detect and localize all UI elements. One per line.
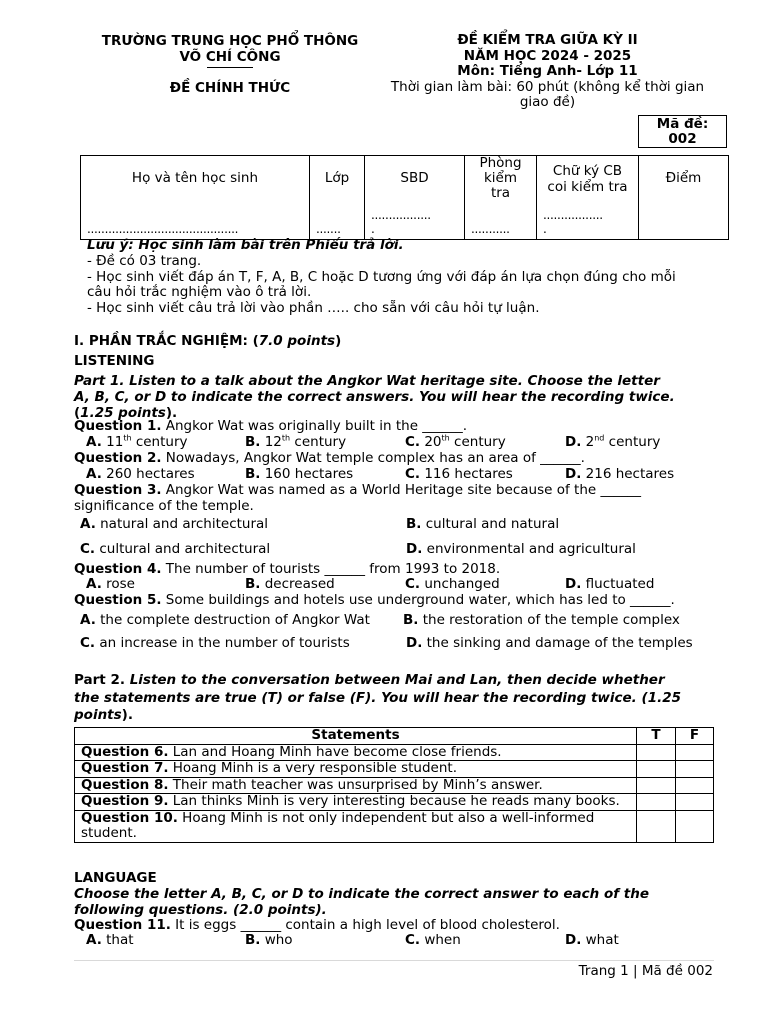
option-letter: B. bbox=[406, 516, 422, 532]
footer-divider bbox=[74, 960, 714, 961]
option-sup: nd bbox=[594, 433, 605, 443]
true-answer-cell[interactable] bbox=[637, 744, 676, 761]
language-instr-b: following questions. (2.0 points). bbox=[74, 902, 327, 918]
question-label: Question 11. bbox=[74, 917, 171, 933]
option-letter: B. bbox=[245, 434, 261, 450]
language-instr-a: Choose the letter A, B, C, or D to indicate the correct answer to each of the bbox=[74, 886, 650, 902]
signature-label-2: coi kiểm tra bbox=[547, 179, 628, 195]
option-text: decreased bbox=[260, 576, 335, 592]
option-letter: C. bbox=[405, 466, 421, 482]
q4-option-b[interactable] bbox=[245, 577, 335, 593]
exam-subject: Môn: Tiếng Anh- Lớp 11 bbox=[457, 63, 638, 79]
statement-text: Hoang Minh is a very responsible student. bbox=[168, 760, 458, 776]
exam-code-value: 002 bbox=[668, 131, 697, 147]
option-text: century bbox=[449, 434, 506, 450]
statement-label: Question 6. bbox=[81, 743, 169, 760]
sbd-dots: ................. . bbox=[371, 208, 431, 236]
option-text: century bbox=[131, 434, 188, 450]
student-name-dots: ........................................... bbox=[87, 221, 239, 236]
option-text: who bbox=[260, 932, 293, 948]
school-line-2: VÕ CHÍ CÔNG bbox=[179, 49, 281, 65]
option-letter: A. bbox=[86, 932, 102, 948]
option-text: an increase in the number of tourists bbox=[95, 635, 350, 651]
statement-cell bbox=[75, 810, 637, 842]
page-footer: Trang 1 | Mã đề 002 bbox=[578, 963, 713, 979]
part-2-instr-a: Listen to the conversation between Mai and Lan, then decide whether bbox=[129, 672, 665, 688]
option-letter: B. bbox=[245, 576, 261, 592]
part-1-instr-c1: ( bbox=[74, 405, 81, 421]
option-letter: A. bbox=[80, 516, 96, 532]
statement-text: Their math teacher was unsurprised by Minh’s answer. bbox=[168, 776, 543, 793]
section-1-title-c: ) bbox=[335, 333, 342, 349]
part-1-instr-c3: ). bbox=[165, 405, 178, 421]
school-divider bbox=[207, 67, 253, 68]
exam-year: NĂM HỌC 2024 - 2025 bbox=[463, 47, 632, 64]
q1-option-d[interactable] bbox=[565, 435, 660, 451]
sbd-label: SBD bbox=[400, 170, 429, 186]
q4-option-c[interactable] bbox=[405, 577, 500, 593]
question-text: It is eggs ______ contain a high level of blood cholesterol. bbox=[170, 917, 560, 933]
statement-label: Question 8. bbox=[81, 776, 169, 793]
note-line-2b: câu hỏi trắc nghiệm vào ô trả lời. bbox=[87, 284, 312, 301]
class-cell[interactable] bbox=[310, 156, 365, 240]
q11-option-a[interactable] bbox=[86, 933, 134, 949]
part-2-label: Part 2. bbox=[74, 672, 130, 688]
option-text: the restoration of the temple complex bbox=[418, 612, 680, 628]
question-1 bbox=[74, 419, 724, 435]
option-letter: A. bbox=[86, 434, 102, 450]
exam-code-box bbox=[638, 115, 727, 148]
q1-option-b[interactable] bbox=[245, 435, 346, 451]
part-1-instr-a: Part 1. Listen to a talk about the Angkor Wat heritage site. Choose the letter bbox=[74, 373, 660, 389]
statement-text: Lan thinks Minh is very interesting because he reads many books. bbox=[168, 793, 620, 809]
statement-cell bbox=[75, 794, 637, 811]
table-row bbox=[75, 794, 714, 811]
part-1-points: 1.25 points bbox=[80, 405, 166, 421]
question-label: Question 2. bbox=[74, 450, 162, 466]
question-3 bbox=[74, 483, 724, 514]
option-text: natural and architectural bbox=[95, 516, 269, 532]
option-letter: B. bbox=[245, 466, 261, 482]
option-letter: C. bbox=[80, 635, 96, 651]
note-line-1: - Đề có 03 trang. bbox=[87, 252, 202, 269]
room-label-1: Phòng bbox=[479, 155, 522, 171]
student-name-cell[interactable] bbox=[81, 156, 310, 240]
exam-code-label: Mã đề: bbox=[656, 116, 709, 132]
option-letter: D. bbox=[565, 434, 582, 450]
table-row bbox=[75, 744, 714, 761]
q11-option-c[interactable] bbox=[405, 933, 461, 949]
section-1-title-a: I. PHẦN TRẮC NGHIỆM: ( bbox=[74, 333, 259, 349]
question-2 bbox=[74, 451, 724, 467]
question-text: Angkor Wat was originally built in the ______. bbox=[161, 418, 468, 434]
option-letter: A. bbox=[86, 576, 102, 592]
room-cell[interactable] bbox=[465, 156, 537, 240]
option-text: what bbox=[581, 932, 619, 948]
statement-label: Question 9. bbox=[81, 793, 169, 809]
q5-option-a[interactable] bbox=[80, 613, 370, 629]
false-header: F bbox=[676, 728, 714, 745]
language-instructions bbox=[74, 886, 724, 918]
q3-option-c[interactable] bbox=[80, 542, 270, 558]
school-name bbox=[80, 33, 380, 68]
false-answer-cell[interactable] bbox=[676, 810, 714, 842]
q2-option-b[interactable] bbox=[245, 467, 353, 483]
table-header-row bbox=[75, 728, 714, 745]
false-answer-cell[interactable] bbox=[676, 744, 714, 761]
exam-title: ĐỀ KIỂM TRA GIỮA KỲ II bbox=[457, 32, 638, 48]
statements-header: Statements bbox=[75, 728, 637, 745]
option-sup: th bbox=[281, 433, 291, 443]
score-label: Điểm bbox=[665, 170, 702, 186]
option-text: 20 bbox=[420, 434, 442, 450]
option-letter: D. bbox=[565, 466, 582, 482]
option-text: century bbox=[290, 434, 347, 450]
q4-option-a[interactable] bbox=[86, 577, 135, 593]
option-text: cultural and architectural bbox=[95, 541, 271, 557]
room-label bbox=[465, 156, 536, 201]
question-text: Some buildings and hotels use underground water, which has led to ______. bbox=[161, 592, 675, 608]
option-letter: D. bbox=[565, 932, 582, 948]
section-1-points: 7.0 points bbox=[258, 333, 336, 349]
statement-label: Question 7. bbox=[81, 760, 169, 776]
student-info-table bbox=[80, 155, 729, 240]
q11-option-d[interactable] bbox=[565, 933, 619, 949]
q3-option-b[interactable] bbox=[406, 517, 559, 533]
part-1-instr-b: A, B, C, or D to indicate the correct answers. You will hear the recording twice. bbox=[74, 389, 675, 405]
exam-time-line-1: Thời gian làm bài: 60 phút (không kể thời gian bbox=[390, 78, 705, 95]
option-text: century bbox=[604, 434, 661, 450]
option-text: 12 bbox=[260, 434, 282, 450]
option-text: the sinking and damage of the temples bbox=[422, 635, 693, 651]
question-label: Question 4. bbox=[74, 561, 162, 577]
table-row bbox=[75, 810, 714, 842]
q4-option-d[interactable] bbox=[565, 577, 654, 593]
option-text: rose bbox=[101, 576, 135, 592]
statement-cell bbox=[75, 744, 637, 761]
option-text: fluctuated bbox=[581, 576, 655, 592]
question-label: Question 3. bbox=[74, 482, 162, 498]
option-letter: C. bbox=[405, 576, 421, 592]
signature-label bbox=[537, 156, 638, 195]
listening-heading: LISTENING bbox=[74, 353, 155, 369]
question-5 bbox=[74, 593, 724, 609]
part-2-instr-end: ). bbox=[121, 707, 133, 723]
true-answer-cell[interactable] bbox=[637, 794, 676, 811]
part-2-instructions bbox=[74, 672, 724, 725]
true-header: T bbox=[637, 728, 676, 745]
class-label: Lớp bbox=[324, 170, 350, 186]
q11-option-b[interactable] bbox=[245, 933, 293, 949]
option-text: the complete destruction of Angkor Wat bbox=[95, 612, 370, 628]
table-row bbox=[75, 777, 714, 794]
official-label: ĐỀ CHÍNH THỨC bbox=[169, 80, 291, 96]
language-heading: LANGUAGE bbox=[74, 870, 157, 886]
option-letter: A. bbox=[80, 612, 96, 628]
option-letter: C. bbox=[80, 541, 96, 557]
statements-table bbox=[74, 727, 714, 843]
option-text: 216 hectares bbox=[581, 466, 675, 482]
part-2-points: 1.25 bbox=[647, 689, 681, 706]
false-answer-cell[interactable] bbox=[676, 777, 714, 794]
q3-option-d[interactable] bbox=[406, 542, 636, 558]
option-letter: C. bbox=[405, 434, 421, 450]
table-row bbox=[75, 761, 714, 778]
false-answer-cell[interactable] bbox=[676, 761, 714, 778]
option-text: cultural and natural bbox=[421, 516, 560, 532]
sbd-cell[interactable] bbox=[365, 156, 465, 240]
true-answer-cell[interactable] bbox=[637, 810, 676, 842]
statement-text: Hoang Minh is not only independent but also a well-informed student. bbox=[81, 809, 595, 841]
signature-dots: ................. . bbox=[543, 208, 603, 236]
section-1-title bbox=[74, 334, 341, 350]
option-text: environmental and agricultural bbox=[422, 541, 636, 557]
q3-option-a[interactable] bbox=[80, 517, 268, 533]
option-letter: A. bbox=[86, 466, 102, 482]
option-text: 260 hectares bbox=[101, 466, 195, 482]
option-sup: th bbox=[441, 433, 450, 443]
student-name-label: Họ và tên học sinh bbox=[131, 170, 259, 186]
class-dots: ....... bbox=[316, 221, 341, 236]
q2-option-a[interactable] bbox=[86, 467, 195, 483]
signature-label-1: Chữ ký CB bbox=[552, 163, 623, 179]
option-text: 160 hectares bbox=[260, 466, 354, 482]
note-line-3: - Học sinh viết câu trả lời vào phần ….. cho sẵn với câu hỏi tự luận. bbox=[87, 300, 540, 317]
option-letter: B. bbox=[245, 932, 261, 948]
option-text: when bbox=[420, 932, 461, 948]
option-text: 11 bbox=[101, 434, 124, 450]
question-text: Nowadays, Angkor Wat temple complex has an area of ______. bbox=[161, 450, 585, 466]
question-11 bbox=[74, 918, 724, 934]
q2-option-d[interactable] bbox=[565, 467, 674, 483]
q1-option-a[interactable] bbox=[86, 435, 188, 451]
note-title: Lưu ý: Học sinh làm bài trên Phiếu trả lời. bbox=[87, 237, 404, 253]
true-answer-cell[interactable] bbox=[637, 777, 676, 794]
option-letter: D. bbox=[406, 541, 423, 557]
q2-option-c[interactable] bbox=[405, 467, 513, 483]
option-letter: B. bbox=[403, 612, 419, 628]
option-letter: D. bbox=[406, 635, 423, 651]
q5-option-b[interactable] bbox=[403, 613, 680, 629]
room-label-2: kiểm bbox=[483, 170, 518, 186]
question-text: Angkor Wat was named as a World Heritage site because of the ______ bbox=[161, 482, 641, 498]
part-1-instructions bbox=[74, 373, 724, 421]
option-text: 2 bbox=[581, 434, 595, 450]
statement-text: Lan and Hoang Minh have become close friends. bbox=[168, 743, 502, 760]
option-letter: D. bbox=[565, 576, 582, 592]
room-dots: ........... bbox=[471, 221, 510, 236]
option-text: 116 hectares bbox=[420, 466, 513, 482]
school-line-1: TRƯỜNG TRUNG HỌC PHỔ THÔNG bbox=[101, 33, 359, 49]
false-answer-cell[interactable] bbox=[676, 794, 714, 811]
part-2-instr-b: the statements are true (T) or false (F). You will hear the recording twice. ( bbox=[74, 689, 648, 706]
option-sup: th bbox=[123, 433, 132, 443]
option-letter: C. bbox=[405, 932, 421, 948]
statement-cell bbox=[75, 777, 637, 794]
q1-option-c[interactable] bbox=[405, 435, 506, 451]
question-label: Question 5. bbox=[74, 592, 162, 608]
score-cell[interactable] bbox=[639, 156, 729, 240]
statement-label: Question 10. bbox=[81, 809, 178, 826]
option-text: that bbox=[101, 932, 134, 948]
exam-time-line-2: giao đề) bbox=[519, 94, 576, 110]
q5-option-c[interactable] bbox=[80, 636, 350, 652]
true-answer-cell[interactable] bbox=[637, 761, 676, 778]
q5-option-d[interactable] bbox=[406, 636, 693, 652]
exam-header bbox=[375, 33, 720, 111]
note-line-2a: - Học sinh viết đáp án T, F, A, B, C hoặc D tương ứng với đáp án lựa chọn đúng cho mỗi bbox=[87, 268, 676, 285]
instructions-note bbox=[87, 238, 727, 317]
signature-cell[interactable] bbox=[537, 156, 639, 240]
part-2-points-word: points bbox=[74, 707, 122, 723]
question-text-continued: significance of the temple. bbox=[74, 497, 254, 514]
question-text: The number of tourists ______ from 1993 to 2018. bbox=[161, 561, 501, 577]
room-label-3: tra bbox=[490, 185, 511, 201]
statement-cell bbox=[75, 761, 637, 778]
option-text: unchanged bbox=[420, 576, 500, 592]
question-label: Question 1. bbox=[74, 418, 162, 434]
